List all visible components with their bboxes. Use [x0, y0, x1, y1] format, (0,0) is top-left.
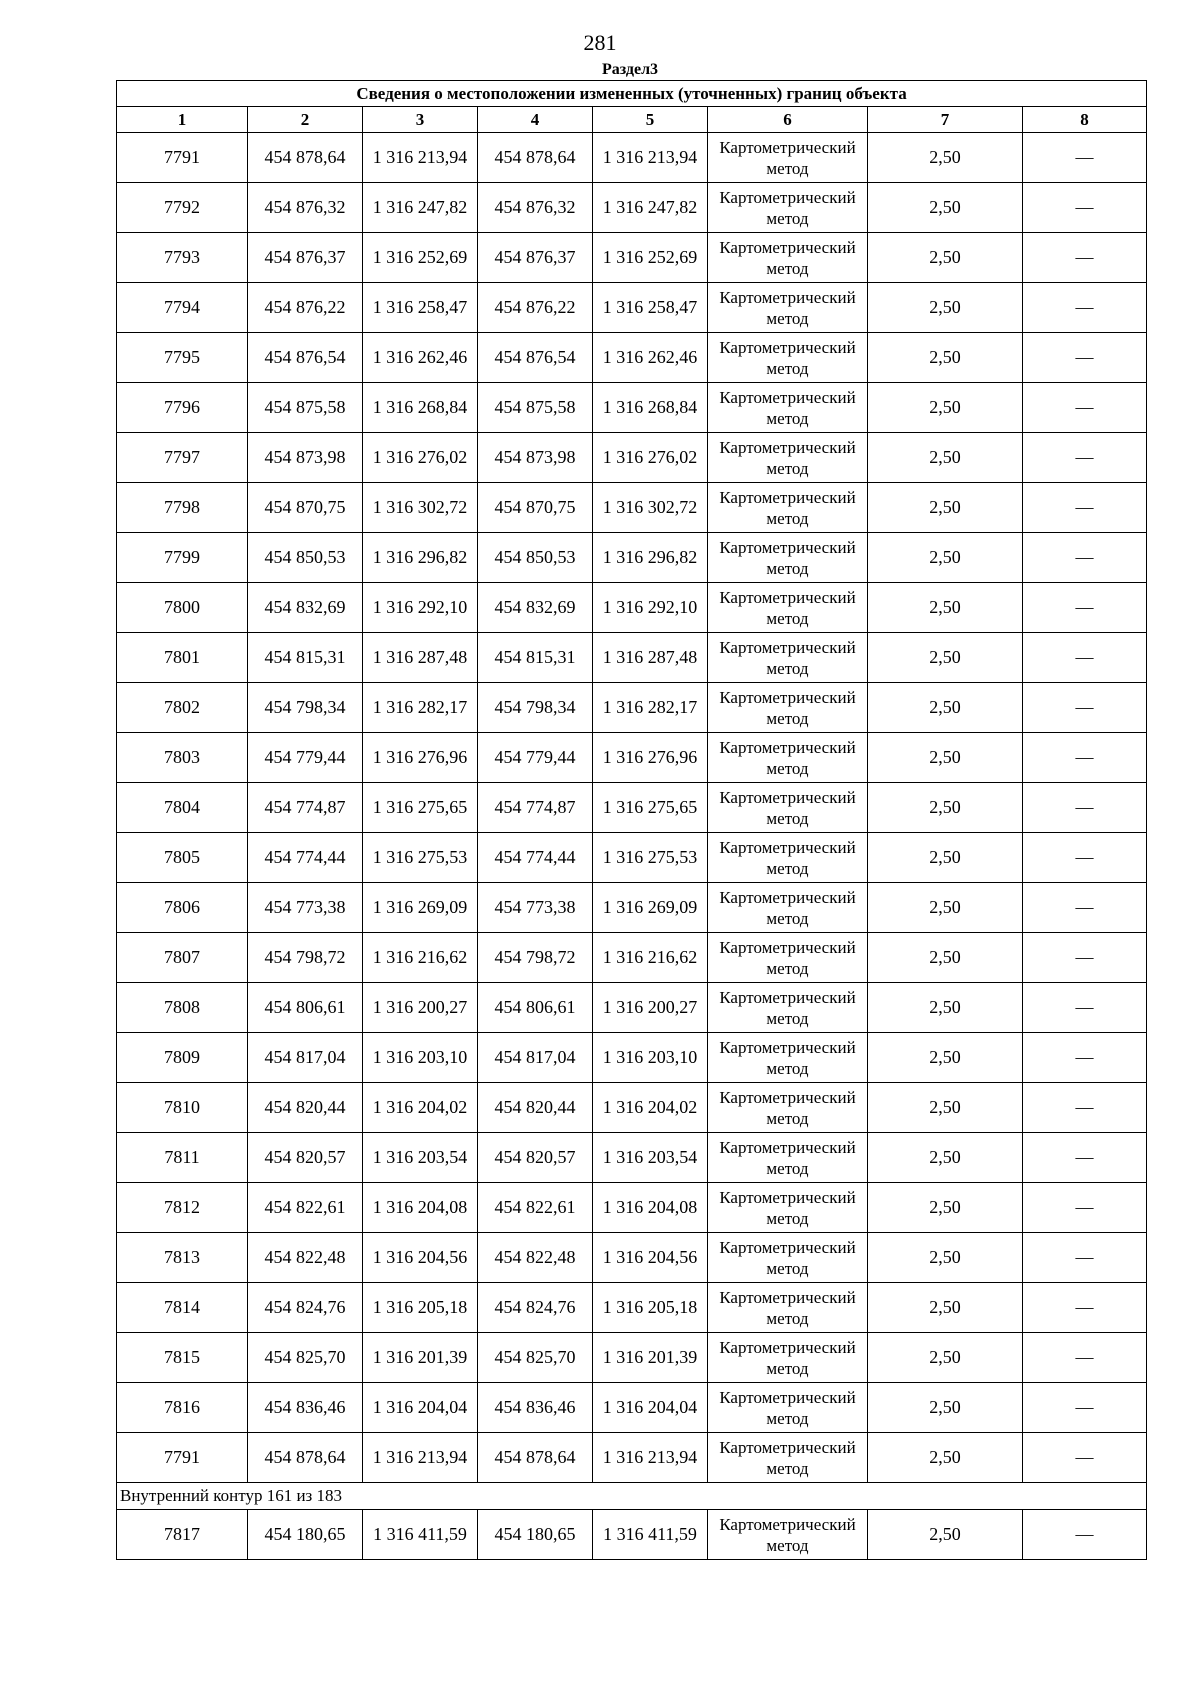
coord-y-old: 1 316 282,17 — [363, 683, 478, 733]
table-row — [117, 933, 1147, 983]
coord-x-new: 454 773,38 — [478, 883, 593, 933]
method-cell: Картометрический метод — [708, 283, 868, 333]
note-cell: — — [1023, 933, 1147, 983]
note-cell: — — [1023, 483, 1147, 533]
note-cell: — — [1023, 983, 1147, 1033]
table-row — [117, 183, 1147, 233]
coord-x-old: 454 876,54 — [248, 333, 363, 383]
coord-y-new: 1 316 216,62 — [593, 933, 708, 983]
coord-x-old: 454 876,32 — [248, 183, 363, 233]
coord-y-old: 1 316 275,65 — [363, 783, 478, 833]
coord-y-old: 1 316 287,48 — [363, 633, 478, 683]
coord-y-old: 1 316 205,18 — [363, 1283, 478, 1333]
table-row — [117, 1383, 1147, 1433]
table-row — [117, 783, 1147, 833]
method-cell: Картометрический метод — [708, 783, 868, 833]
method-cell: Картометрический метод — [708, 333, 868, 383]
coord-y-new: 1 316 275,65 — [593, 783, 708, 833]
table-row — [117, 1510, 1147, 1560]
point-number: 7801 — [117, 633, 248, 683]
column-number: 5 — [593, 107, 708, 133]
note-cell: — — [1023, 433, 1147, 483]
coord-x-old: 454 870,75 — [248, 483, 363, 533]
accuracy-cell: 2,50 — [868, 883, 1023, 933]
accuracy-cell: 2,50 — [868, 1333, 1023, 1383]
method-cell: Картометрический метод — [708, 1433, 868, 1483]
page-number: 281 — [583, 30, 617, 55]
accuracy-cell: 2,50 — [868, 1383, 1023, 1433]
point-number: 7800 — [117, 583, 248, 633]
table-body — [117, 133, 1147, 1560]
note-cell: — — [1023, 833, 1147, 883]
coord-x-new: 454 824,76 — [478, 1283, 593, 1333]
method-cell: Картометрический метод — [708, 883, 868, 933]
coord-x-new: 454 870,75 — [478, 483, 593, 533]
accuracy-cell: 2,50 — [868, 133, 1023, 183]
point-number: 7792 — [117, 183, 248, 233]
coord-x-old: 454 798,34 — [248, 683, 363, 733]
note-cell: — — [1023, 1233, 1147, 1283]
coord-x-old: 454 875,58 — [248, 383, 363, 433]
accuracy-cell: 2,50 — [868, 1433, 1023, 1483]
column-number: 8 — [1023, 107, 1147, 133]
table-caption: Сведения о местоположении измененных (уточненных) границ объекта — [117, 81, 1147, 107]
point-number: 7797 — [117, 433, 248, 483]
note-cell: — — [1023, 1333, 1147, 1383]
method-cell: Картометрический метод — [708, 1083, 868, 1133]
coord-x-new: 454 878,64 — [478, 1433, 593, 1483]
coord-x-new: 454 774,44 — [478, 833, 593, 883]
coord-y-old: 1 316 252,69 — [363, 233, 478, 283]
note-cell: — — [1023, 1083, 1147, 1133]
note-cell: — — [1023, 1033, 1147, 1083]
method-cell: Картометрический метод — [708, 1333, 868, 1383]
column-number: 1 — [117, 107, 248, 133]
method-cell: Картометрический метод — [708, 583, 868, 633]
column-number: 2 — [248, 107, 363, 133]
method-cell: Картометрический метод — [708, 1133, 868, 1183]
method-cell: Картометрический метод — [708, 133, 868, 183]
accuracy-cell: 2,50 — [868, 233, 1023, 283]
method-cell: Картометрический метод — [708, 1283, 868, 1333]
method-cell: Картометрический метод — [708, 233, 868, 283]
note-cell: — — [1023, 883, 1147, 933]
coord-x-old: 454 878,64 — [248, 133, 363, 183]
method-cell: Картометрический метод — [708, 1233, 868, 1283]
accuracy-cell: 2,50 — [868, 1183, 1023, 1233]
table-row — [117, 483, 1147, 533]
coord-y-new: 1 316 282,17 — [593, 683, 708, 733]
note-cell: — — [1023, 1383, 1147, 1433]
coord-y-new: 1 316 213,94 — [593, 133, 708, 183]
point-number: 7816 — [117, 1383, 248, 1433]
coord-x-old: 454 773,38 — [248, 883, 363, 933]
accuracy-cell: 2,50 — [868, 1033, 1023, 1083]
table-row — [117, 1033, 1147, 1083]
coord-x-new: 454 820,57 — [478, 1133, 593, 1183]
note-cell: — — [1023, 583, 1147, 633]
point-number: 7804 — [117, 783, 248, 833]
table-row — [117, 883, 1147, 933]
method-cell: Картометрический метод — [708, 433, 868, 483]
coord-y-old: 1 316 262,46 — [363, 333, 478, 383]
method-cell: Картометрический метод — [708, 733, 868, 783]
coord-y-new: 1 316 204,04 — [593, 1383, 708, 1433]
coord-x-old: 454 873,98 — [248, 433, 363, 483]
coord-y-old: 1 316 247,82 — [363, 183, 478, 233]
point-number: 7813 — [117, 1233, 248, 1283]
coord-y-new: 1 316 269,09 — [593, 883, 708, 933]
coord-y-old: 1 316 204,04 — [363, 1383, 478, 1433]
table-row — [117, 983, 1147, 1033]
column-number: 6 — [708, 107, 868, 133]
coord-x-old: 454 850,53 — [248, 533, 363, 583]
point-number: 7796 — [117, 383, 248, 433]
coord-y-new: 1 316 292,10 — [593, 583, 708, 633]
coord-y-old: 1 316 292,10 — [363, 583, 478, 633]
method-cell: Картометрический метод — [708, 983, 868, 1033]
accuracy-cell: 2,50 — [868, 283, 1023, 333]
table-row — [117, 1283, 1147, 1333]
accuracy-cell: 2,50 — [868, 1233, 1023, 1283]
coord-y-new: 1 316 411,59 — [593, 1510, 708, 1560]
coord-x-new: 454 815,31 — [478, 633, 593, 683]
coord-y-old: 1 316 276,02 — [363, 433, 478, 483]
coord-x-old: 454 779,44 — [248, 733, 363, 783]
coord-y-old: 1 316 204,56 — [363, 1233, 478, 1283]
accuracy-cell: 2,50 — [868, 783, 1023, 833]
coord-y-old: 1 316 203,54 — [363, 1133, 478, 1183]
column-number: 4 — [478, 107, 593, 133]
accuracy-cell: 2,50 — [868, 833, 1023, 883]
coord-x-old: 454 878,64 — [248, 1433, 363, 1483]
coord-y-new: 1 316 287,48 — [593, 633, 708, 683]
table-row — [117, 433, 1147, 483]
coord-x-old: 454 836,46 — [248, 1383, 363, 1433]
coord-y-new: 1 316 296,82 — [593, 533, 708, 583]
point-number: 7803 — [117, 733, 248, 783]
accuracy-cell: 2,50 — [868, 683, 1023, 733]
point-number: 7810 — [117, 1083, 248, 1133]
coord-y-old: 1 316 213,94 — [363, 133, 478, 183]
coord-x-old: 454 817,04 — [248, 1033, 363, 1083]
table-row — [117, 833, 1147, 883]
coord-y-new: 1 316 200,27 — [593, 983, 708, 1033]
coord-y-old: 1 316 275,53 — [363, 833, 478, 883]
coord-y-new: 1 316 201,39 — [593, 1333, 708, 1383]
note-cell: — — [1023, 1510, 1147, 1560]
coord-x-old: 454 876,22 — [248, 283, 363, 333]
coord-y-old: 1 316 213,94 — [363, 1433, 478, 1483]
point-number: 7808 — [117, 983, 248, 1033]
coord-x-new: 454 876,32 — [478, 183, 593, 233]
coord-x-old: 454 774,87 — [248, 783, 363, 833]
coord-x-new: 454 820,44 — [478, 1083, 593, 1133]
method-cell: Картометрический метод — [708, 683, 868, 733]
table-row — [117, 133, 1147, 183]
note-cell: — — [1023, 633, 1147, 683]
method-cell: Картометрический метод — [708, 633, 868, 683]
coord-x-new: 454 876,37 — [478, 233, 593, 283]
note-cell: — — [1023, 333, 1147, 383]
method-cell: Картометрический метод — [708, 933, 868, 983]
point-number: 7812 — [117, 1183, 248, 1233]
accuracy-cell: 2,50 — [868, 483, 1023, 533]
coord-x-new: 454 873,98 — [478, 433, 593, 483]
coord-x-old: 454 832,69 — [248, 583, 363, 633]
coord-x-new: 454 774,87 — [478, 783, 593, 833]
coord-y-old: 1 316 268,84 — [363, 383, 478, 433]
coord-y-new: 1 316 262,46 — [593, 333, 708, 383]
coord-x-old: 454 774,44 — [248, 833, 363, 883]
column-number: 3 — [363, 107, 478, 133]
method-cell: Картометрический метод — [708, 1183, 868, 1233]
coord-x-new: 454 878,64 — [478, 133, 593, 183]
coord-x-new: 454 806,61 — [478, 983, 593, 1033]
point-number: 7802 — [117, 683, 248, 733]
coord-y-new: 1 316 204,08 — [593, 1183, 708, 1233]
table-row — [117, 533, 1147, 583]
accuracy-cell: 2,50 — [868, 1510, 1023, 1560]
method-cell: Картометрический метод — [708, 183, 868, 233]
accuracy-cell: 2,50 — [868, 983, 1023, 1033]
coord-x-old: 454 798,72 — [248, 933, 363, 983]
coord-y-old: 1 316 258,47 — [363, 283, 478, 333]
table-row — [117, 583, 1147, 633]
point-number: 7817 — [117, 1510, 248, 1560]
coord-y-new: 1 316 275,53 — [593, 833, 708, 883]
coord-x-old: 454 825,70 — [248, 1333, 363, 1383]
method-cell: Картометрический метод — [708, 483, 868, 533]
coord-x-new: 454 798,34 — [478, 683, 593, 733]
note-cell: — — [1023, 733, 1147, 783]
method-cell: Картометрический метод — [708, 533, 868, 583]
coord-x-new: 454 825,70 — [478, 1333, 593, 1383]
coord-y-new: 1 316 204,56 — [593, 1233, 708, 1283]
coord-x-new: 454 850,53 — [478, 533, 593, 583]
coord-y-old: 1 316 204,02 — [363, 1083, 478, 1133]
coord-y-old: 1 316 201,39 — [363, 1333, 478, 1383]
accuracy-cell: 2,50 — [868, 533, 1023, 583]
table-row — [117, 383, 1147, 433]
point-number: 7791 — [117, 1433, 248, 1483]
coord-y-new: 1 316 276,02 — [593, 433, 708, 483]
method-cell: Картометрический метод — [708, 1383, 868, 1433]
coord-x-new: 454 836,46 — [478, 1383, 593, 1433]
coord-y-old: 1 316 411,59 — [363, 1510, 478, 1560]
coord-x-old: 454 806,61 — [248, 983, 363, 1033]
table-row — [117, 1433, 1147, 1483]
accuracy-cell: 2,50 — [868, 383, 1023, 433]
table-row — [117, 1083, 1147, 1133]
point-number: 7805 — [117, 833, 248, 883]
coord-x-old: 454 824,76 — [248, 1283, 363, 1333]
note-cell: — — [1023, 1183, 1147, 1233]
coord-y-old: 1 316 269,09 — [363, 883, 478, 933]
section-title: Раздел3 — [601, 61, 659, 78]
point-number: 7815 — [117, 1333, 248, 1383]
accuracy-cell: 2,50 — [868, 183, 1023, 233]
table-row — [117, 733, 1147, 783]
note-cell: — — [1023, 1433, 1147, 1483]
contour-label: Внутренний контур 161 из 183 — [117, 1483, 1147, 1510]
method-cell: Картометрический метод — [708, 1033, 868, 1083]
coord-x-old: 454 815,31 — [248, 633, 363, 683]
coord-y-new: 1 316 252,69 — [593, 233, 708, 283]
coord-y-new: 1 316 247,82 — [593, 183, 708, 233]
table-caption-row — [117, 81, 1147, 107]
coord-x-new: 454 180,65 — [478, 1510, 593, 1560]
coord-y-new: 1 316 203,54 — [593, 1133, 708, 1183]
method-cell: Картометрический метод — [708, 1510, 868, 1560]
table-row — [117, 1183, 1147, 1233]
table-row — [117, 1333, 1147, 1383]
note-cell: — — [1023, 533, 1147, 583]
coord-x-new: 454 875,58 — [478, 383, 593, 433]
accuracy-cell: 2,50 — [868, 733, 1023, 783]
accuracy-cell: 2,50 — [868, 333, 1023, 383]
coord-y-new: 1 316 203,10 — [593, 1033, 708, 1083]
table-row — [117, 283, 1147, 333]
coord-y-new: 1 316 205,18 — [593, 1283, 708, 1333]
point-number: 7799 — [117, 533, 248, 583]
note-cell: — — [1023, 1283, 1147, 1333]
coord-x-old: 454 180,65 — [248, 1510, 363, 1560]
note-cell: — — [1023, 683, 1147, 733]
accuracy-cell: 2,50 — [868, 1283, 1023, 1333]
coord-x-new: 454 876,54 — [478, 333, 593, 383]
point-number: 7791 — [117, 133, 248, 183]
coord-y-new: 1 316 268,84 — [593, 383, 708, 433]
point-number: 7795 — [117, 333, 248, 383]
note-cell: — — [1023, 383, 1147, 433]
coord-x-new: 454 822,48 — [478, 1233, 593, 1283]
table-row — [117, 333, 1147, 383]
coord-y-old: 1 316 296,82 — [363, 533, 478, 583]
coord-y-old: 1 316 203,10 — [363, 1033, 478, 1083]
note-cell: — — [1023, 233, 1147, 283]
coord-y-old: 1 316 200,27 — [363, 983, 478, 1033]
coord-x-old: 454 876,37 — [248, 233, 363, 283]
coord-x-new: 454 876,22 — [478, 283, 593, 333]
point-number: 7806 — [117, 883, 248, 933]
coord-y-new: 1 316 213,94 — [593, 1433, 708, 1483]
coord-y-old: 1 316 276,96 — [363, 733, 478, 783]
note-cell: — — [1023, 783, 1147, 833]
table-row — [117, 1233, 1147, 1283]
column-number-row — [117, 107, 1147, 133]
accuracy-cell: 2,50 — [868, 433, 1023, 483]
point-number: 7814 — [117, 1283, 248, 1333]
table-row — [117, 233, 1147, 283]
coord-y-old: 1 316 302,72 — [363, 483, 478, 533]
coord-y-old: 1 316 216,62 — [363, 933, 478, 983]
note-cell: — — [1023, 183, 1147, 233]
note-cell: — — [1023, 133, 1147, 183]
coord-x-old: 454 820,44 — [248, 1083, 363, 1133]
method-cell: Картометрический метод — [708, 833, 868, 883]
coord-y-new: 1 316 204,02 — [593, 1083, 708, 1133]
point-number: 7807 — [117, 933, 248, 983]
coord-y-new: 1 316 302,72 — [593, 483, 708, 533]
accuracy-cell: 2,50 — [868, 633, 1023, 683]
method-cell: Картометрический метод — [708, 383, 868, 433]
point-number: 7811 — [117, 1133, 248, 1183]
table-row — [117, 1133, 1147, 1183]
point-number: 7794 — [117, 283, 248, 333]
coord-y-new: 1 316 258,47 — [593, 283, 708, 333]
column-number: 7 — [868, 107, 1023, 133]
table-row — [117, 633, 1147, 683]
note-cell: — — [1023, 283, 1147, 333]
table-row — [117, 683, 1147, 733]
coord-x-new: 454 798,72 — [478, 933, 593, 983]
coord-x-old: 454 822,61 — [248, 1183, 363, 1233]
note-cell: — — [1023, 1133, 1147, 1183]
coord-x-new: 454 832,69 — [478, 583, 593, 633]
coord-x-new: 454 822,61 — [478, 1183, 593, 1233]
accuracy-cell: 2,50 — [868, 933, 1023, 983]
coord-y-new: 1 316 276,96 — [593, 733, 708, 783]
accuracy-cell: 2,50 — [868, 1083, 1023, 1133]
coord-x-old: 454 820,57 — [248, 1133, 363, 1183]
point-number: 7809 — [117, 1033, 248, 1083]
coord-x-new: 454 817,04 — [478, 1033, 593, 1083]
accuracy-cell: 2,50 — [868, 583, 1023, 633]
coord-x-new: 454 779,44 — [478, 733, 593, 783]
coord-y-old: 1 316 204,08 — [363, 1183, 478, 1233]
coordinates-table — [116, 80, 1147, 1560]
point-number: 7798 — [117, 483, 248, 533]
coord-x-old: 454 822,48 — [248, 1233, 363, 1283]
accuracy-cell: 2,50 — [868, 1133, 1023, 1183]
point-number: 7793 — [117, 233, 248, 283]
contour-row — [117, 1483, 1147, 1510]
